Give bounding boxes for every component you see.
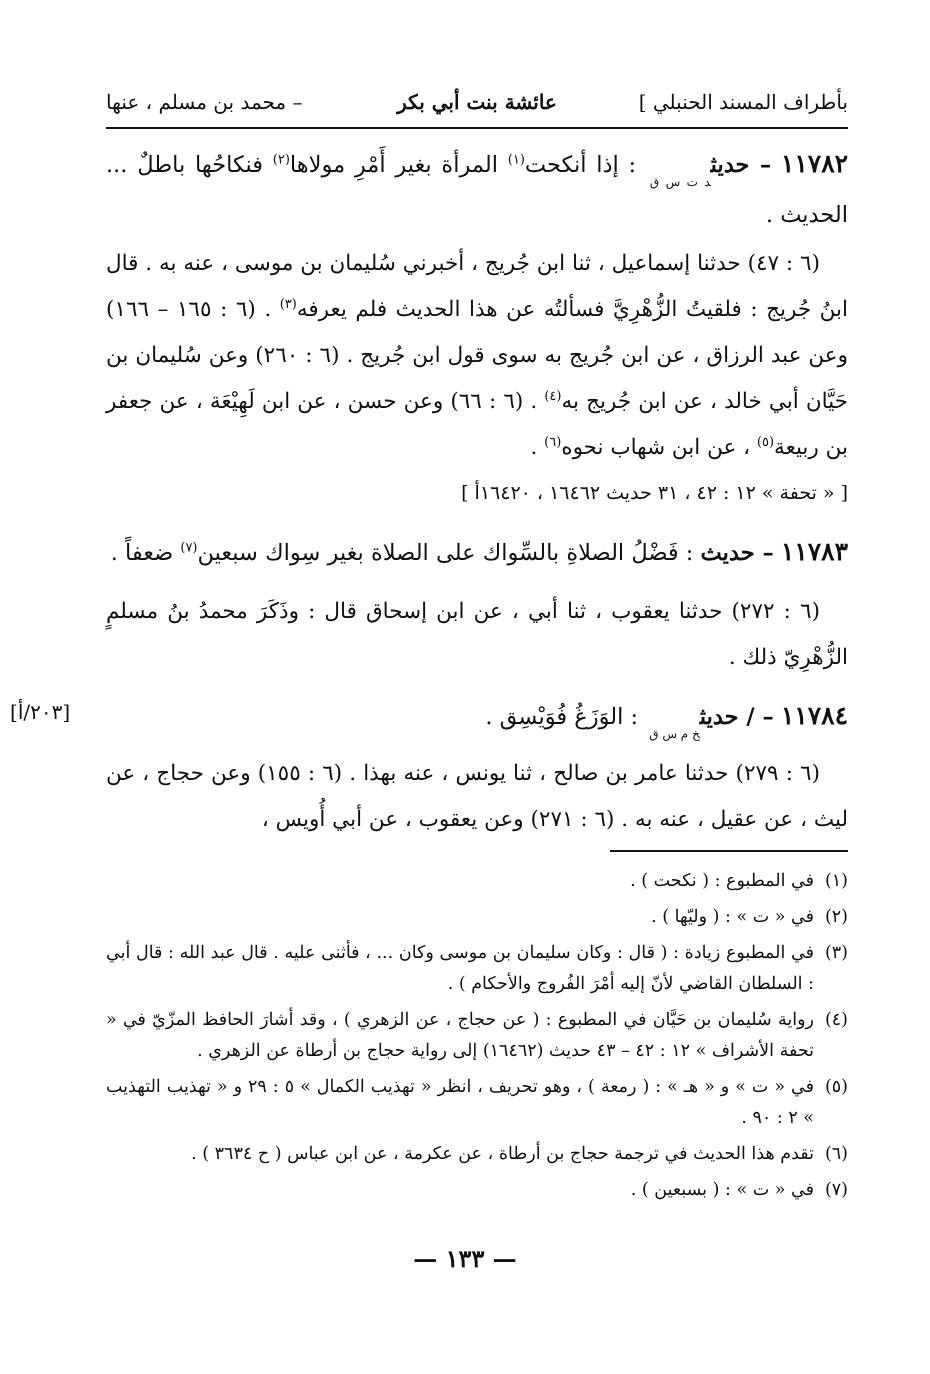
footnote-text: في « ت » : ( بسبعين ) . [630,1180,814,1200]
entry-sigla: خ م س ق [649,727,700,741]
footnote-ref-6: (٦) [544,434,562,450]
entry-number: ١١٧٨٤ [780,701,848,730]
header-rule [106,127,848,129]
footnote-5 [106,1072,848,1134]
footnote-text: تقدم هذا الحديث في ترجمة حجاج بن أرطاة ، عن عكرمة ، عن ابن عباس ( ح ٣٦٣٤ ) . [191,1144,814,1164]
footnote-text: رواية سُليمان بن حَيَّان في المطبوع : ( عن حجاج ، عن الزهري ) ، وقد أشارَ الحافظ المزّيّ في « تحفة الأشراف » ١٢ : ٤٢ – ٤٣ حديث (١٦٤٦٢) إلى رواية حجاج بن أرطاة عن الزهري . [106,1010,814,1061]
chain-text: (٦ : ٢٧٩) حدثنا عامر بن صالح ، ثنا يونس ، عنه بهذا . (٦ : ١٥٥) وعن حجاج ، عن ليث ، عن عقيل ، عنه به . (٦ : ٢٧١) وعن يعقوب ، عن أبي أُويس ، [106,761,848,832]
footnote-3 [106,938,848,1000]
footnote-6 [106,1139,848,1170]
footnote-text: في المطبوع زيادة : ( قال : وكان سليمان بن موسى وكان ... ، فأثنى عليه . قال عبد الله : قال أبي : السلطان القاضي لأنّ إليه أمْرَ الفُروج والأحكام ) . [106,943,814,994]
chain-text: (٦ : ٢٧٢) حدثنا يعقوب ، ثنا أبي ، عن ابن إسحاق قال : وذَكَرَ محمدُ بنُ مسلمٍ الزُّهْرِيّ ذلك . [106,599,848,670]
chain-text: (٦ : ٤٧) حدثنا إسماعيل ، ثنا ابن جُريج ، أخبرني سُليمان بن موسى ، عنه به . قال ابنُ جُريج : فلقيتُ الزُّهْرِيَّ فسألتُه عن هذا الحديث فلم يعرفه [106,251,848,322]
folio-margin-note: [٢٠٣/أ] [10,700,71,724]
hadith-entry-11782 [106,140,848,239]
entry-text: فنكاحُها باطلٌ ... الحديث . [106,152,848,228]
page-number: — ١٣٣ — [413,1244,517,1273]
header-book-title: بأطراف المسند الحنبلي ] [638,90,848,114]
footnote-number: (٣) [824,943,848,963]
footnote-rule [610,850,848,852]
footnote-number: (٢) [824,907,848,927]
footnote-text: في « ت » : ( وليّها ) . [651,907,814,927]
entry-text: : فَضْلُ الصلاةِ بالسِّواك على الصلاة بغير سِواك سبعين [197,540,694,566]
footnote-1 [106,866,848,897]
footnote-text: في « ت » و « هـ » : ( رمعة ) ، وهو تحريف ، انظر « تهذيب الكمال » ٥ : ٢٩ و « تهذيب التهذيب » ٢ : ٩٠ . [106,1077,814,1128]
entry-text: ضعفاً . [110,540,174,566]
entry-number: ١١٧٨٣ [780,537,848,566]
footnote-number: (٥) [824,1077,848,1097]
hadith-entry-11784 [106,692,848,744]
chain-paragraph-11783 [106,589,848,681]
chain-text: . [530,435,538,460]
chain-paragraph-11782 [106,241,848,471]
header-chapter-title: عائشة بنت أبي بكر [397,90,557,114]
footnote-number: (١) [824,871,848,891]
footnote-ref-3: (٣) [279,296,297,312]
footnote-4 [106,1005,848,1067]
footnote-2 [106,902,848,933]
entry-sigla: د ت س ق [649,175,711,189]
chain-text: . (٦ : ١٦٥ – ١٦٦) وعن عبد الرزاق ، عن ابن جُريج به سوى قول ابن جُريج . (٦ : ٢٦٠) وعن سُليمان بن حَيَّان أبي خالد ، عن ابن جُريج به [106,297,849,414]
chain-text: ، عن ابن شهاب نحوه [561,435,751,460]
footnote-number: (٤) [824,1010,848,1030]
entry-text: المرأة بغير أَمْرِ مولاها [289,152,499,178]
chain-text: . (٦ : ٦٦) وعن حسن ، عن ابن لَهِيْعَة ، عن جعفر بن ربيعة [106,389,848,460]
running-header [106,90,848,124]
entry-label: – / حديث [699,704,774,730]
footnote-ref-1: (١) [507,152,525,168]
footnote-text: في المطبوع : ( نكحت ) . [630,871,814,891]
entry-number: ١١٧٨٢ [780,149,849,178]
footnote-ref-7: (٧) [180,540,198,556]
entry-text: : الوَزَغُ فُوَيْسِق . [485,704,639,730]
entry-label: – حديث [710,152,772,178]
tuhfa-reference: [ « تحفة » ١٢ : ٤٢ ، ٣١ حديث ١٦٤٦٢ ، ١٦٤٢٠أ ] [461,482,848,504]
footnote-number: (٦) [824,1144,848,1164]
footnotes [106,866,848,1211]
footnote-ref-5: (٥) [756,434,775,450]
footnote-ref-2: (٢) [272,152,290,168]
header-narrator: – محمد بن مسلم ، عنها [106,90,303,114]
footnote-number: (٧) [824,1180,848,1200]
hadith-entry-11783 [106,528,848,577]
footnote-7 [106,1175,848,1206]
entry-label: – حديث [700,540,774,566]
entry-text: : إذا أنكحت [524,152,637,178]
chain-paragraph-11784 [106,751,848,843]
footnote-ref-4: (٤) [544,388,562,404]
